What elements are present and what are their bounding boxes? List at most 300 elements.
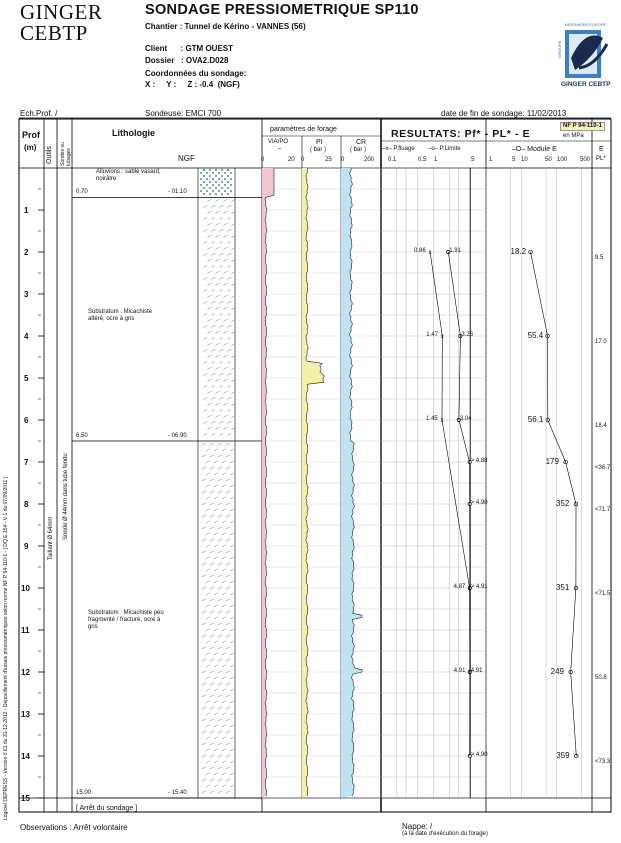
schist-pattern xyxy=(218,647,222,649)
schist-pattern xyxy=(222,509,226,511)
pi-tick-0: 0 xyxy=(301,157,305,163)
schist-pattern xyxy=(222,689,226,691)
schist-pattern xyxy=(230,677,234,679)
schist-pattern xyxy=(207,295,211,297)
depth-label: 6 xyxy=(24,416,29,425)
schist-pattern xyxy=(231,259,235,261)
schist-pattern xyxy=(206,509,210,511)
schist-pattern xyxy=(202,791,206,793)
software-note: Logiciel DEPRESS - Version 3.61 du 31-12-2012 - Dépouillement d'essais pressiométriques selon norme NF P 94-110-1 - [ DQ.E.154 - V 1 du 07/09/2011 ] xyxy=(3,476,9,820)
schist-pattern xyxy=(231,223,235,225)
schist-pattern xyxy=(211,253,215,255)
schist-pattern xyxy=(219,337,223,339)
schist-pattern xyxy=(214,641,218,643)
schist-pattern xyxy=(218,491,222,493)
schist-pattern xyxy=(202,719,206,721)
schist-pattern xyxy=(222,521,226,523)
alluvion-pattern xyxy=(200,172,202,174)
schist-pattern xyxy=(230,605,234,607)
schist-pattern xyxy=(210,503,214,505)
schist-pattern xyxy=(207,283,211,285)
schist-pattern xyxy=(206,773,210,775)
schist-pattern xyxy=(206,617,210,619)
schist-pattern xyxy=(223,403,227,405)
layer-ngf-label: - 06.90 xyxy=(168,433,187,439)
alluvion-pattern xyxy=(221,193,223,195)
schist-pattern xyxy=(226,623,230,625)
schist-pattern xyxy=(227,289,231,291)
report-title: SONDAGE PRESSIOMETRIQUE SP110 xyxy=(145,2,419,18)
layer-description-line: noirâtre xyxy=(96,176,117,182)
schist-pattern xyxy=(207,379,211,381)
schist-pattern xyxy=(222,737,226,739)
schist-pattern xyxy=(215,211,219,213)
alluvion-pattern xyxy=(218,184,220,186)
schist-pattern xyxy=(214,665,218,667)
alluvion-pattern xyxy=(200,184,202,186)
outils-label: Taillant Ø 64mm xyxy=(48,516,54,560)
pfluage-value: 4.87 xyxy=(453,584,466,590)
schist-pattern xyxy=(214,785,218,787)
schist-pattern xyxy=(226,755,230,757)
schist-pattern xyxy=(202,707,206,709)
schist-pattern xyxy=(203,337,207,339)
schist-pattern xyxy=(230,701,234,703)
alluvion-pattern xyxy=(212,178,214,180)
schist-pattern xyxy=(230,629,234,631)
schist-pattern xyxy=(214,533,218,535)
schist-pattern xyxy=(230,581,234,583)
schist-pattern xyxy=(211,277,215,279)
schist-pattern xyxy=(222,785,226,787)
schist-pattern xyxy=(226,539,230,541)
alluvion-pattern xyxy=(227,169,229,171)
schist-pattern xyxy=(222,629,226,631)
schist-pattern xyxy=(219,433,223,435)
pfluage-point: x xyxy=(468,670,472,676)
lithologie-header: Lithologie xyxy=(112,128,155,138)
schist-pattern xyxy=(230,665,234,667)
schist-pattern xyxy=(211,205,215,207)
schist-pattern xyxy=(226,599,230,601)
schist-pattern xyxy=(222,641,226,643)
module-tick-500: 500 xyxy=(580,157,591,163)
schist-pattern xyxy=(202,527,206,529)
schist-pattern xyxy=(218,503,222,505)
schist-pattern xyxy=(214,773,218,775)
schist-pattern xyxy=(230,617,234,619)
schist-pattern xyxy=(203,385,207,387)
schist-pattern xyxy=(214,473,218,475)
schist-pattern xyxy=(210,527,214,529)
schist-pattern xyxy=(231,379,235,381)
schist-pattern xyxy=(226,779,230,781)
schist-pattern xyxy=(214,629,218,631)
plimite-value: > 4.90 xyxy=(470,752,488,758)
schist-pattern xyxy=(202,743,206,745)
schist-pattern xyxy=(218,695,222,697)
chantier-line: Chantier : Tunnel de Kérino - VANNES (56) xyxy=(145,22,306,31)
depth-label: 14 xyxy=(21,752,30,761)
schist-pattern xyxy=(230,569,234,571)
layer-description-line: Substratum : Micachiste xyxy=(88,309,153,316)
schist-pattern xyxy=(215,247,219,249)
schist-pattern xyxy=(231,283,235,285)
schist-pattern xyxy=(227,361,231,363)
schist-pattern xyxy=(206,545,210,547)
schist-pattern xyxy=(210,719,214,721)
schist-pattern xyxy=(215,283,219,285)
alluvion-pattern xyxy=(209,181,211,183)
schist-pattern xyxy=(215,403,219,405)
schist-pattern xyxy=(223,427,227,429)
logo-line-1: GINGER xyxy=(20,0,103,24)
schist-pattern xyxy=(218,659,222,661)
schist-pattern xyxy=(231,331,235,333)
schist-pattern xyxy=(210,479,214,481)
schist-pattern xyxy=(218,515,222,517)
schist-pattern xyxy=(223,211,227,213)
schist-pattern xyxy=(207,415,211,417)
schist-pattern xyxy=(203,409,207,411)
schist-pattern xyxy=(214,749,218,751)
pi-unit: ( bar ) xyxy=(310,147,327,153)
pfluage-point: x xyxy=(440,334,444,340)
alluvion-pattern xyxy=(206,184,208,186)
schist-pattern xyxy=(230,749,234,751)
schist-pattern xyxy=(215,343,219,345)
schist-pattern xyxy=(226,791,230,793)
plimite-value: > 4.90 xyxy=(470,500,488,506)
cr-tick-200: 200 xyxy=(364,157,375,163)
schist-pattern xyxy=(207,307,211,309)
schist-pattern xyxy=(218,671,222,673)
plimite-value: 3.25 xyxy=(461,332,474,338)
schist-pattern xyxy=(223,223,227,225)
pressure-tick-05: 0.5 xyxy=(418,157,427,163)
module-value: 55.4 xyxy=(527,331,544,340)
schist-pattern xyxy=(231,415,235,417)
pi-tick-25: 25 xyxy=(325,157,332,163)
schist-pattern xyxy=(219,301,223,303)
schist-pattern xyxy=(223,391,227,393)
schist-pattern xyxy=(206,569,210,571)
schist-pattern xyxy=(211,313,215,315)
schist-pattern xyxy=(203,433,207,435)
schist-pattern xyxy=(219,265,223,267)
ngf-header: NGF xyxy=(178,154,195,163)
alluvion-pattern xyxy=(203,187,205,189)
schist-pattern xyxy=(218,731,222,733)
alluvion-pattern xyxy=(227,175,229,177)
schist-pattern xyxy=(218,443,222,445)
schist-pattern xyxy=(222,485,226,487)
schist-pattern xyxy=(202,515,206,517)
schist-pattern xyxy=(230,557,234,559)
alluvion-pattern xyxy=(224,190,226,192)
schist-pattern xyxy=(222,473,226,475)
viapo-curve xyxy=(265,168,274,796)
schist-pattern xyxy=(218,707,222,709)
outils-header: Outils xyxy=(46,146,53,164)
schist-pattern xyxy=(214,713,218,715)
schist-pattern xyxy=(210,443,214,445)
schist-pattern xyxy=(214,689,218,691)
module-tick-1: 1 xyxy=(489,157,493,163)
dossier-line: Dossier : OVA2.D028 xyxy=(145,56,229,65)
schist-pattern xyxy=(231,355,235,357)
schist-pattern xyxy=(214,653,218,655)
schist-pattern xyxy=(211,385,215,387)
alluvion-pattern xyxy=(209,193,211,195)
schist-pattern xyxy=(214,761,218,763)
alluvion-pattern xyxy=(221,175,223,177)
schist-pattern xyxy=(214,737,218,739)
schist-pattern xyxy=(214,617,218,619)
alluvion-pattern xyxy=(227,181,229,183)
schist-pattern xyxy=(231,307,235,309)
schist-pattern xyxy=(210,635,214,637)
depth-label: 13 xyxy=(21,710,30,719)
schist-pattern xyxy=(203,349,207,351)
schist-pattern xyxy=(226,635,230,637)
prof-unit: (m) xyxy=(24,143,37,152)
schist-pattern xyxy=(219,397,223,399)
schist-pattern xyxy=(210,623,214,625)
schist-pattern xyxy=(222,701,226,703)
schist-pattern xyxy=(211,349,215,351)
schist-pattern xyxy=(226,767,230,769)
schist-pattern xyxy=(206,497,210,499)
alluvion-pattern xyxy=(227,193,229,195)
schist-pattern xyxy=(230,473,234,475)
schist-pattern xyxy=(230,449,234,451)
depth-label: 3 xyxy=(24,290,29,299)
schist-pattern xyxy=(202,635,206,637)
schist-pattern xyxy=(219,229,223,231)
schist-pattern xyxy=(214,557,218,559)
depth-label: 5 xyxy=(24,374,29,383)
schist-pattern xyxy=(226,467,230,469)
schist-pattern xyxy=(222,617,226,619)
schist-pattern xyxy=(210,647,214,649)
schist-pattern xyxy=(207,271,211,273)
prof-header: Prof xyxy=(22,130,40,140)
schist-pattern xyxy=(223,283,227,285)
schist-pattern xyxy=(210,683,214,685)
schist-pattern xyxy=(222,533,226,535)
schist-pattern xyxy=(214,449,218,451)
norme-badge: NF P 94-110-1 xyxy=(560,122,605,131)
schist-pattern xyxy=(206,461,210,463)
schist-pattern xyxy=(207,235,211,237)
logo-right-top: INGENIERIE EUROPE xyxy=(565,22,607,27)
schist-pattern xyxy=(215,271,219,273)
schist-pattern xyxy=(215,391,219,393)
schist-pattern xyxy=(210,695,214,697)
schist-pattern xyxy=(231,367,235,369)
schist-pattern xyxy=(222,725,226,727)
sondes-label: Sonde Ø 44mm dans tube fendu xyxy=(63,453,69,540)
schist-pattern xyxy=(206,533,210,535)
schist-pattern xyxy=(214,521,218,523)
schist-pattern xyxy=(219,313,223,315)
schist-pattern xyxy=(226,731,230,733)
schist-pattern xyxy=(230,761,234,763)
date-fin-sondage: date de fin de sondage: 11/02/2013 xyxy=(441,109,567,118)
schist-pattern xyxy=(222,497,226,499)
schist-pattern xyxy=(230,545,234,547)
alluvion-pattern xyxy=(215,187,217,189)
alluvion-pattern xyxy=(230,172,232,174)
alluvion-pattern xyxy=(203,175,205,177)
schist-pattern xyxy=(222,545,226,547)
alluvion-pattern xyxy=(230,178,232,180)
schist-pattern xyxy=(222,761,226,763)
schist-pattern xyxy=(210,539,214,541)
schist-pattern xyxy=(219,373,223,375)
schist-pattern xyxy=(210,455,214,457)
schist-pattern xyxy=(202,551,206,553)
viapo-header: VIA/PO xyxy=(268,139,289,145)
coord-label: Coordonnées du sondage: xyxy=(145,69,247,78)
schist-pattern xyxy=(222,605,226,607)
schist-pattern xyxy=(214,581,218,583)
module-tick-50: 50 xyxy=(545,157,552,163)
schist-pattern xyxy=(206,785,210,787)
cr-tick-0: 0 xyxy=(341,157,345,163)
schist-pattern xyxy=(206,689,210,691)
schist-pattern xyxy=(218,743,222,745)
depth-label: 8 xyxy=(24,500,29,509)
schist-pattern xyxy=(231,427,235,429)
schist-pattern xyxy=(226,683,230,685)
schist-pattern xyxy=(206,605,210,607)
schist-pattern xyxy=(211,289,215,291)
alluvion-pattern xyxy=(218,172,220,174)
schist-pattern xyxy=(223,355,227,357)
schist-pattern xyxy=(207,199,211,201)
schist-pattern xyxy=(226,443,230,445)
schist-pattern xyxy=(210,767,214,769)
pfluage-point: x xyxy=(468,586,472,592)
schist-pattern xyxy=(214,461,218,463)
schist-pattern xyxy=(203,229,207,231)
schist-pattern xyxy=(226,707,230,709)
schist-pattern xyxy=(202,455,206,457)
alluvion-pattern xyxy=(221,187,223,189)
schist-pattern xyxy=(206,629,210,631)
schist-pattern xyxy=(227,205,231,207)
module-value: 352 xyxy=(555,499,570,508)
schist-pattern xyxy=(223,247,227,249)
schist-pattern xyxy=(219,409,223,411)
results-header: RESULTATS: Pf* - PL* - E xyxy=(391,128,531,140)
schist-pattern xyxy=(207,319,211,321)
schist-pattern xyxy=(219,385,223,387)
schist-pattern xyxy=(226,515,230,517)
schist-pattern xyxy=(230,689,234,691)
schist-pattern xyxy=(219,325,223,327)
schist-pattern xyxy=(223,307,227,309)
schist-pattern xyxy=(210,791,214,793)
alluvion-pattern xyxy=(209,175,211,177)
sondeuse: Sondeuse: EMCI 700 xyxy=(145,109,222,118)
ratio-value: 17.0 xyxy=(595,339,607,345)
schist-pattern xyxy=(203,301,207,303)
layer-description-line: fragmenté / fracturé, ocre à xyxy=(88,616,161,623)
schist-pattern xyxy=(219,277,223,279)
alluvion-pattern xyxy=(230,184,232,186)
schist-pattern xyxy=(223,379,227,381)
schist-pattern xyxy=(202,683,206,685)
schist-pattern xyxy=(226,491,230,493)
schist-pattern xyxy=(227,421,231,423)
schist-pattern xyxy=(202,575,206,577)
schist-pattern xyxy=(218,755,222,757)
schist-pattern xyxy=(202,503,206,505)
schist-pattern xyxy=(211,361,215,363)
schist-pattern xyxy=(202,659,206,661)
schist-pattern xyxy=(214,569,218,571)
schist-pattern xyxy=(222,557,226,559)
schist-pattern xyxy=(223,367,227,369)
schist-pattern xyxy=(227,301,231,303)
plimite-value: > 4.91 xyxy=(470,584,488,590)
schist-pattern xyxy=(206,713,210,715)
schist-pattern xyxy=(230,653,234,655)
schist-pattern xyxy=(222,569,226,571)
pfluage-point: x xyxy=(440,418,444,424)
schist-pattern xyxy=(227,265,231,267)
ratio-value: <71.7 xyxy=(595,507,611,513)
alluvion-pattern xyxy=(200,190,202,192)
schist-pattern xyxy=(207,247,211,249)
schist-pattern xyxy=(226,743,230,745)
schist-pattern xyxy=(227,373,231,375)
schist-pattern xyxy=(207,355,211,357)
schist-pattern xyxy=(222,449,226,451)
alluvion-pattern xyxy=(224,172,226,174)
schist-pattern xyxy=(203,313,207,315)
layer-description-line: altéré, ocre à gris xyxy=(88,316,135,323)
schist-pattern xyxy=(210,491,214,493)
schist-pattern xyxy=(203,241,207,243)
schist-pattern xyxy=(231,343,235,345)
schist-pattern xyxy=(202,467,206,469)
schist-pattern xyxy=(218,779,222,781)
schist-pattern xyxy=(231,295,235,297)
schist-pattern xyxy=(215,355,219,357)
coord-values: X : Y : Z : -0.4 (NGF) xyxy=(145,80,240,89)
schist-pattern xyxy=(227,277,231,279)
schist-pattern xyxy=(218,683,222,685)
alluvion-pattern xyxy=(221,181,223,183)
schist-pattern xyxy=(214,545,218,547)
outer-border xyxy=(19,119,611,812)
schist-pattern xyxy=(231,199,235,201)
ratio-value: 18.4 xyxy=(595,423,607,429)
depth-label: 15 xyxy=(21,794,30,803)
schist-pattern xyxy=(222,713,226,715)
schist-pattern xyxy=(206,677,210,679)
schist-pattern xyxy=(230,737,234,739)
plimite-value: 3.04 xyxy=(459,416,472,422)
schist-pattern xyxy=(222,773,226,775)
ratio-value: <36.7 xyxy=(595,465,611,471)
schist-pattern xyxy=(207,223,211,225)
schist-pattern xyxy=(223,235,227,237)
